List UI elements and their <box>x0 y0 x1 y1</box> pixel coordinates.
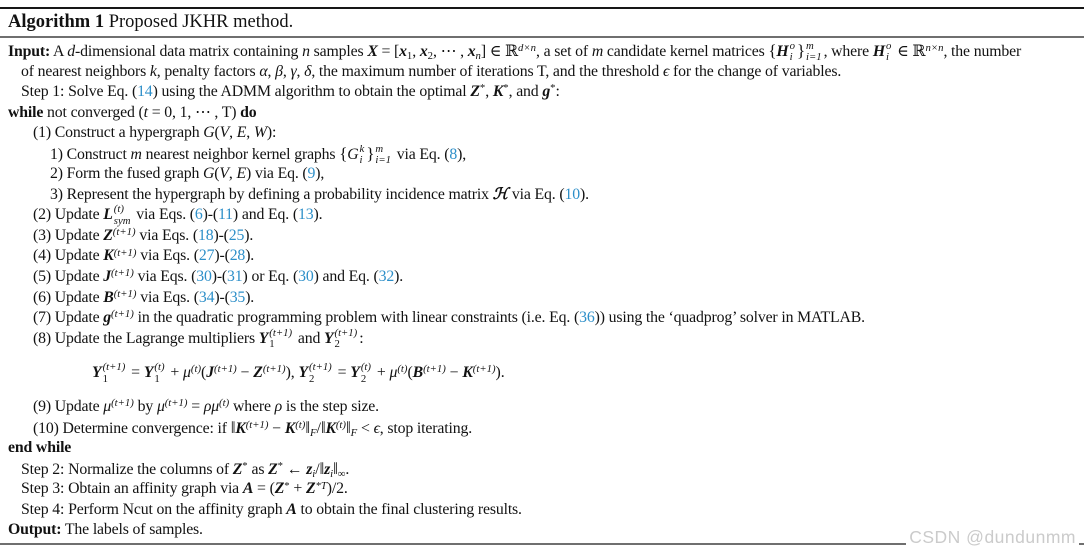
text-run: / <box>315 460 320 478</box>
eq-ref-link[interactable]: 8 <box>449 145 458 163</box>
text-run: of nearest neighbors <box>21 62 150 80</box>
script-stack <box>102 361 126 385</box>
algo-line-20 <box>0 459 1084 480</box>
text-run: Step 1: Solve Eq. ( <box>21 83 138 101</box>
text-run: x <box>419 43 428 60</box>
text-run: Y <box>350 364 360 382</box>
text-run: t <box>143 103 148 121</box>
text-run: γ <box>290 62 297 80</box>
text-run: , <box>412 43 420 60</box>
text-run: (t) <box>219 397 230 410</box>
text-run: H <box>872 43 885 60</box>
eq-ref-link[interactable]: 13 <box>297 206 314 224</box>
eq-ref-link[interactable]: 31 <box>227 268 243 286</box>
text-run: while <box>8 103 44 121</box>
text-run: Z <box>268 460 278 478</box>
subscript: 2 <box>360 372 367 385</box>
algo-line-2 <box>0 62 1084 83</box>
algo-line-22 <box>0 500 1084 521</box>
text-run: )-( <box>214 247 230 265</box>
text-run: μ <box>103 398 112 416</box>
text-run: (10) Determine convergence: if <box>33 419 231 437</box>
text-run: μ <box>156 398 165 416</box>
text-run: (t+1) <box>472 363 496 376</box>
text-run: i <box>330 467 334 480</box>
eq-ref-link[interactable]: 27 <box>198 247 215 265</box>
text-run: K <box>492 83 504 101</box>
text-run: X <box>367 43 378 60</box>
text-run: end while <box>8 439 72 457</box>
algo-line-11 <box>0 246 1084 267</box>
text-run: = ( <box>253 480 275 498</box>
text-run: via Eqs. ( <box>136 288 199 306</box>
eq-ref-link[interactable]: 30 <box>196 268 212 286</box>
text-run: Y <box>298 364 309 382</box>
text-run: K <box>284 419 296 437</box>
text-run: ρμ <box>203 398 220 416</box>
text-run: Y <box>258 329 269 347</box>
script-stack <box>154 361 165 385</box>
text-run: (t+1) <box>164 397 188 410</box>
text-run: d <box>67 43 75 60</box>
text-run: ← <box>283 460 307 478</box>
text-run: (t+1) <box>112 226 136 239</box>
eq-ref-link[interactable]: 30 <box>298 268 314 286</box>
subscript: i=1 <box>805 51 822 64</box>
watermark: CSDN @dundunmm <box>906 526 1079 548</box>
subscript: 1 <box>269 338 275 351</box>
text-run: z <box>324 460 331 478</box>
text-run: n <box>302 43 310 60</box>
text-run: ϵ <box>373 419 380 437</box>
subscript: 2 <box>334 338 340 351</box>
text-run: − <box>268 419 285 437</box>
text-run: (3) Update <box>33 226 104 244</box>
script-stack <box>375 142 391 167</box>
script-stack <box>334 326 358 351</box>
text-run: nearest neighbor kernel graphs <box>141 145 340 163</box>
algo-line-8 <box>0 185 1084 206</box>
subscript: 1 <box>102 372 108 385</box>
text-run: Input: <box>8 43 51 60</box>
subscript: sym <box>113 214 131 227</box>
text-run: ). <box>495 364 505 382</box>
text-run: )-( <box>202 206 218 224</box>
text-run: ) and Eq. ( <box>313 268 379 286</box>
text-run: samples <box>309 43 368 60</box>
text-run: )-( <box>213 226 229 244</box>
text-run: for the change of variables. <box>669 62 842 80</box>
text-run: in the quadratic programming problem with linear constraints (i.e. Eq. ( <box>133 309 580 327</box>
text-run: { <box>339 143 348 163</box>
text-run: , and <box>508 83 543 101</box>
text-run: (t+1) <box>111 308 134 321</box>
eq-ref-link[interactable]: 35 <box>229 288 246 306</box>
text-run: )-( <box>214 288 230 306</box>
text-run: by <box>133 398 157 416</box>
text-run: F <box>350 426 358 439</box>
text-run: ρ <box>274 398 283 416</box>
text-run: A <box>242 480 254 498</box>
algo-line-18 <box>0 418 1084 439</box>
text-run: / <box>316 419 321 437</box>
text-run: k <box>149 62 157 80</box>
text-run: ϵ <box>662 62 670 80</box>
text-run: : <box>359 329 364 347</box>
algo-line-19 <box>0 438 1084 459</box>
text-run: * <box>550 82 556 95</box>
text-run: m <box>130 145 142 163</box>
text-run: (t+1) <box>214 363 237 376</box>
text-run: + <box>166 364 184 382</box>
text-run: * <box>479 82 486 95</box>
text-run: (t) <box>190 363 202 376</box>
text-run: + <box>372 364 390 382</box>
text-run: via Eq. ( <box>508 185 565 203</box>
text-run: via Eqs. ( <box>136 247 199 265</box>
text-run: where <box>229 398 275 416</box>
text-run: (t+1) <box>111 267 134 280</box>
text-run: = [ <box>377 43 400 60</box>
text-run: { <box>768 41 777 60</box>
text-run: Z <box>103 226 113 244</box>
text-run: , the number <box>943 43 1022 60</box>
text-run: μ <box>389 364 398 382</box>
text-run: = 0, 1, ⋯ , T) <box>147 103 241 121</box>
text-run: (t+1) <box>262 363 286 376</box>
text-run: 1 <box>406 50 413 62</box>
text-run: β <box>275 62 283 80</box>
eq-ref-link[interactable]: 36 <box>579 309 595 327</box>
text-run: = <box>333 364 351 382</box>
text-run: B <box>103 288 114 306</box>
text-run: (5) Update <box>33 268 104 286</box>
eq-ref-link[interactable]: 9 <box>307 165 316 183</box>
algo-line-14 <box>0 308 1084 329</box>
algo-line-3 <box>0 82 1084 103</box>
text-run: ‖ <box>230 417 236 437</box>
text-run: } <box>366 143 375 163</box>
text-run: μ <box>183 364 191 382</box>
text-run: , the maximum number of iterations T, and the threshold <box>311 62 663 80</box>
text-run: V <box>219 165 229 183</box>
text-run: )/2. <box>326 480 348 498</box>
text-run: (t) <box>295 418 306 431</box>
eq-ref-link[interactable]: 14 <box>137 83 153 101</box>
text-run: − <box>445 364 463 382</box>
text-run: (t) <box>397 363 408 376</box>
text-run: ). <box>394 268 404 286</box>
eq-ref-link[interactable]: 32 <box>378 268 395 286</box>
text-run: , <box>282 62 291 80</box>
text-run: n×n <box>925 42 944 55</box>
superscript: (t+1) <box>309 361 332 374</box>
text-run: ( <box>214 165 220 183</box>
text-run: ‖ <box>305 417 311 437</box>
text-run: i <box>312 467 316 480</box>
eq-ref-link[interactable]: 18 <box>197 226 214 244</box>
superscript: (t) <box>113 203 124 216</box>
text-run: Y <box>92 364 102 382</box>
text-run: L <box>103 206 113 224</box>
text-run: K <box>325 419 336 437</box>
text-run: ‖ <box>320 417 326 437</box>
text-run: , <box>267 62 276 80</box>
text-run: < <box>357 419 374 437</box>
text-run: J <box>206 364 215 382</box>
text-run: , <box>229 124 237 142</box>
algo-line-1 <box>0 41 1084 62</box>
text-run: ). <box>244 226 254 244</box>
text-run: ( <box>407 364 413 382</box>
algorithm-title <box>8 9 293 35</box>
text-run: G <box>347 145 359 163</box>
text-run: Y <box>324 329 334 347</box>
text-run: is the step size. <box>282 398 379 416</box>
algorithm-body <box>0 41 1084 541</box>
text-run: )) using the ‘quadprog’ solver in MATLAB. <box>594 309 865 327</box>
text-run: ‖ <box>346 417 351 437</box>
text-run: G <box>203 165 215 183</box>
text-run: ] ∈ ℝ <box>480 43 519 60</box>
text-run: , stop iterating. <box>379 419 472 437</box>
superscript: (t+1) <box>334 326 358 339</box>
script-stack <box>360 361 371 385</box>
text-run: 3) Represent the hypergraph by defining a probability incidence matrix <box>50 185 493 203</box>
script-stack <box>309 361 332 385</box>
text-run: Y <box>143 364 154 382</box>
algo-line-13 <box>0 288 1084 309</box>
text-run: ‖ <box>319 458 325 478</box>
text-run: (8) Update the Lagrange multipliers <box>33 329 259 347</box>
algo-line-4 <box>0 103 1084 124</box>
text-run: The labels of samples. <box>61 521 203 539</box>
superscript: (t+1) <box>102 361 126 374</box>
text-run: via Eq. ( <box>392 145 450 163</box>
text-run: candidate kernel matrices <box>603 43 769 60</box>
text-run: , a set of <box>536 43 592 60</box>
text-run: (4) Update <box>33 247 104 265</box>
text-run: ), <box>315 165 325 183</box>
subscript: i <box>789 51 793 64</box>
text-run: = <box>187 398 204 416</box>
text-run: δ <box>304 62 312 80</box>
text-run: * <box>284 479 290 492</box>
eq-ref-link[interactable]: 6 <box>194 206 203 224</box>
text-run: (1) Construct a hypergraph <box>33 124 204 142</box>
text-run: (t+1) <box>113 246 137 259</box>
eq-ref-link[interactable]: 34 <box>198 288 215 306</box>
text-run: * <box>242 460 248 473</box>
text-run: ( <box>201 364 207 382</box>
algo-line-15 <box>0 326 1084 351</box>
eq-ref-link[interactable]: 25 <box>228 226 245 244</box>
text-run: * <box>503 82 509 95</box>
text-run: d×n <box>518 42 537 55</box>
script-stack <box>789 40 795 64</box>
algo-line-7 <box>0 164 1084 185</box>
text-run: Step 2: Normalize the columns of <box>21 460 233 478</box>
text-run: ) and Eq. ( <box>232 206 298 224</box>
script-stack <box>113 203 131 227</box>
text-run: via Eqs. ( <box>133 268 197 286</box>
text-run: Step 3: Obtain an affinity graph via <box>21 480 243 498</box>
text-run: , <box>246 124 254 142</box>
text-run: V <box>219 124 230 142</box>
text-run: as <box>247 460 269 478</box>
text-run: m <box>591 43 604 60</box>
text-run: K <box>235 419 246 437</box>
text-run: Z <box>305 480 316 498</box>
text-run: , penalty factors <box>156 62 260 80</box>
text-run: E <box>236 124 247 142</box>
text-run: g <box>103 309 112 327</box>
text-run: W <box>253 124 267 142</box>
text-run: 2) Form the fused graph <box>50 165 204 183</box>
text-run: Z <box>274 480 285 498</box>
text-run: g <box>542 83 551 101</box>
text-run: B <box>412 364 424 382</box>
text-run: , <box>296 62 305 80</box>
algo-line-21 <box>0 479 1084 500</box>
algo-line-9 <box>0 205 1084 226</box>
text-run: ( <box>214 124 220 142</box>
subscript: i=1 <box>375 154 391 167</box>
text-run: and <box>294 329 324 347</box>
text-run: Output: <box>8 521 62 539</box>
superscript: m <box>375 142 384 155</box>
algo-line-6 <box>0 144 1084 165</box>
text-run: E <box>236 165 247 183</box>
superscript: o <box>885 40 892 53</box>
text-run: ), <box>457 145 467 163</box>
text-run: } <box>796 41 805 60</box>
superscript: (t) <box>154 361 165 374</box>
superscript: k <box>359 142 365 155</box>
algo-line-17 <box>0 397 1084 418</box>
text-run: K <box>462 364 473 382</box>
text-run: K <box>103 247 114 265</box>
text-run: , <box>485 83 493 101</box>
text-run: 2 <box>427 50 434 62</box>
text-run: do <box>240 103 257 121</box>
script-stack <box>359 142 365 167</box>
text-run: (2) Update <box>33 206 104 224</box>
text-run: J <box>103 268 112 286</box>
text-run: to obtain the final clustering results. <box>296 500 522 518</box>
text-run: n <box>475 50 481 62</box>
text-run: (7) Update <box>33 309 104 327</box>
text-run: ∞ <box>337 467 346 480</box>
text-run: ) using the ADMM algorithm to obtain the optimal <box>152 83 471 101</box>
text-run: ‖ <box>333 458 338 478</box>
algo-line-12 <box>0 267 1084 288</box>
update-formula <box>0 357 1084 389</box>
script-stack <box>269 326 293 351</box>
subscript: 2 <box>309 372 315 385</box>
text-run: Proposed JKHR method. <box>104 12 294 32</box>
text-run: via Eqs. ( <box>132 206 195 224</box>
text-run: (t) <box>335 418 346 431</box>
text-run: ): <box>266 124 277 142</box>
text-run: Z <box>253 364 263 382</box>
eq-ref-link[interactable]: 28 <box>229 247 246 265</box>
superscript: m <box>805 40 814 53</box>
text-run: x <box>467 43 476 60</box>
subscript: i <box>885 51 889 64</box>
text-run: (t+1) <box>245 418 269 431</box>
text-run: , <box>228 165 237 183</box>
title-rule <box>0 36 1084 38</box>
text-run: , where <box>823 43 873 60</box>
script-stack <box>885 40 892 64</box>
eq-ref-link[interactable]: 10 <box>564 185 581 203</box>
text-run: ) or Eq. ( <box>242 268 299 286</box>
text-run: via Eqs. ( <box>135 226 198 244</box>
text-run: not converged ( <box>43 103 144 121</box>
text-run: Step 4: Perform Ncut on the affinity graph <box>21 500 287 518</box>
text-run: ), <box>285 364 299 382</box>
superscript: (t+1) <box>269 326 293 339</box>
text-run: Algorithm 1 <box>8 12 105 32</box>
text-run: A <box>286 500 297 518</box>
text-run: ). <box>313 206 323 224</box>
text-run: A <box>50 43 68 60</box>
script-stack <box>805 40 822 64</box>
text-run: ) via Eq. ( <box>246 165 308 183</box>
text-run: F <box>310 426 317 439</box>
text-run: + <box>289 480 306 498</box>
text-run: ). <box>245 288 255 306</box>
superscript: (t) <box>360 361 371 374</box>
text-run: ℋ <box>492 185 509 203</box>
subscript: i <box>359 154 363 167</box>
text-run: (t+1) <box>113 287 137 300</box>
text-run: , ⋯ , <box>433 43 468 60</box>
text-run: ∈ ℝ <box>893 43 926 60</box>
text-run: Z <box>470 83 480 101</box>
superscript: o <box>789 40 795 53</box>
text-run: α <box>259 62 268 80</box>
text-run: : <box>555 83 560 101</box>
text-run: G <box>203 124 215 142</box>
text-run: 1) Construct <box>50 145 131 163</box>
text-run: ). <box>580 185 589 203</box>
algo-line-10 <box>0 226 1084 247</box>
text-run: *T <box>315 479 327 492</box>
text-run: -dimensional data matrix containing <box>75 43 303 60</box>
text-run: H <box>776 43 789 60</box>
text-run: . <box>345 460 350 478</box>
text-run: = <box>127 364 144 382</box>
text-run: (t+1) <box>423 363 446 376</box>
text-run: − <box>236 364 254 382</box>
text-run: Z <box>232 460 243 478</box>
eq-ref-link[interactable]: 11 <box>218 206 233 224</box>
text-run: (6) Update <box>33 288 104 306</box>
text-run: x <box>399 43 407 60</box>
algo-line-5 <box>0 123 1084 144</box>
text-run: )-( <box>211 268 228 286</box>
subscript: 1 <box>154 372 160 385</box>
text-run: z <box>306 460 313 478</box>
text-run: * <box>277 460 283 473</box>
text-run: (9) Update <box>33 398 104 416</box>
text-run: (t+1) <box>111 397 134 410</box>
text-run: ). <box>245 247 255 265</box>
